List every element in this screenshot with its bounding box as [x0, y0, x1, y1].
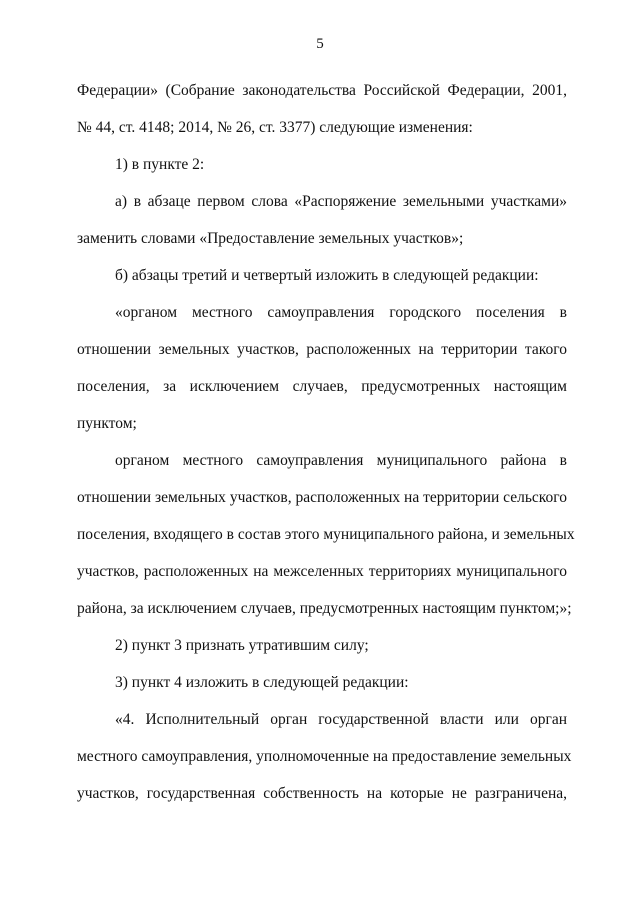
text-line: местного самоуправления, уполномоченные на предоставление земельных	[77, 748, 572, 765]
text-line: отношении земельных участков, расположенных на территории такого	[77, 341, 567, 358]
text-line: б) абзацы третий и четвертый изложить в следующей редакции:	[115, 267, 539, 284]
text-line: 1) в пункте 2:	[115, 156, 205, 173]
text-line: заменить словами «Предоставление земельных участков»;	[77, 230, 464, 247]
text-line: 3) пункт 4 изложить в следующей редакции:	[115, 674, 409, 691]
text-line: «органом местного самоуправления городского поселения в	[115, 304, 567, 321]
text-line: Федерации» (Собрание законодательства Российской Федерации, 2001,	[77, 82, 567, 99]
text-line: поселения, за исключением случаев, предусмотренных настоящим	[77, 378, 567, 395]
page-number: 5	[316, 36, 324, 52]
text-line: 2) пункт 3 признать утратившим силу;	[115, 637, 369, 654]
document-body	[77, 72, 575, 812]
text-line: «4. Исполнительный орган государственной власти или орган	[115, 711, 567, 728]
text-line: пунктом;	[77, 415, 137, 432]
text-line: поселения, входящего в состав этого муниципального района, и земельных	[77, 526, 575, 543]
text-line: участков, расположенных на межселенных территориях муниципального	[77, 563, 567, 580]
text-line: района, за исключением случаев, предусмотренных настоящим пунктом;»;	[77, 600, 572, 617]
text-line: № 44, ст. 4148; 2014, № 26, ст. 3377) следующие изменения:	[77, 119, 473, 136]
text-line: отношении земельных участков, расположенных на территории сельского	[77, 489, 567, 506]
text-line: органом местного самоуправления муниципального района в	[115, 452, 567, 469]
text-line: а) в абзаце первом слова «Распоряжение земельными участками»	[115, 193, 567, 210]
text-line: участков, государственная собственность на которые не разграничена,	[77, 785, 567, 802]
